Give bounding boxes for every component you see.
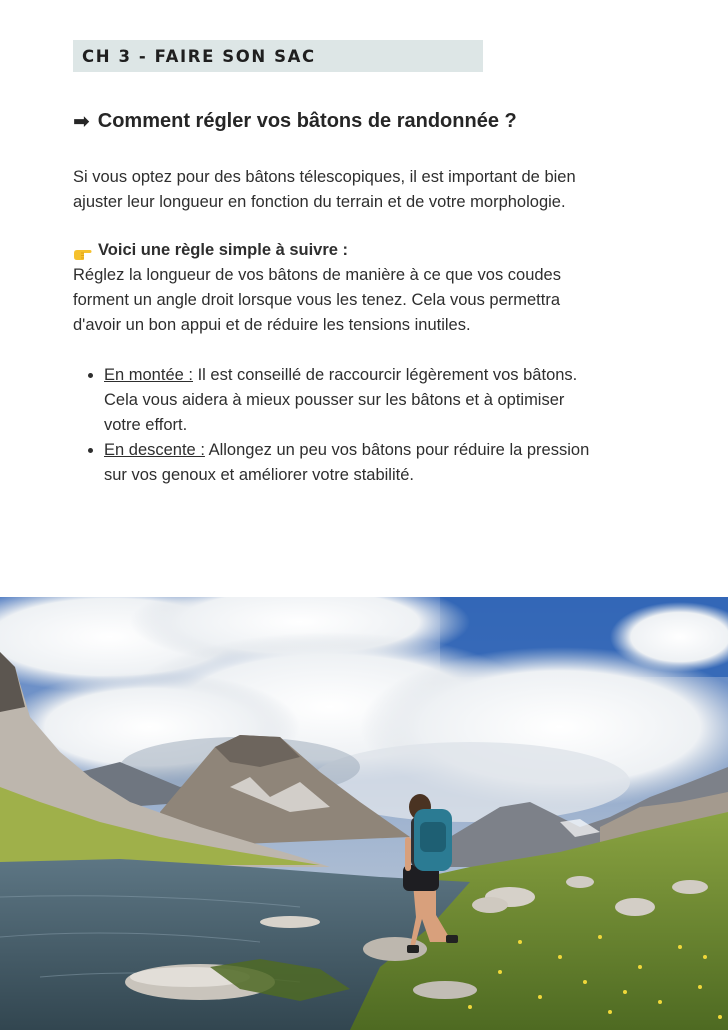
tip-text: Cela vous aidera à mieux pousser sur les bâtons et à optimiser bbox=[104, 391, 565, 409]
list-item bbox=[104, 363, 679, 438]
rule-line: d'avoir un bon appui et de réduire les tensions inutiles. bbox=[73, 316, 471, 334]
intro-line: Si vous optez pour des bâtons télescopiques, il est important de bien bbox=[73, 168, 576, 186]
tip-label: En descente : bbox=[104, 441, 205, 459]
rule-line: forment un angle droit lorsque vous les tenez. Cela vous permettra bbox=[73, 291, 561, 309]
rule-heading bbox=[73, 238, 663, 263]
list-item bbox=[104, 438, 679, 488]
tip-label: En montée : bbox=[104, 366, 193, 384]
section-heading bbox=[73, 109, 673, 133]
tip-text: Allongez un peu vos bâtons pour réduire la pression bbox=[204, 441, 590, 459]
tips-list bbox=[88, 363, 679, 488]
intro-line: ajuster leur longueur en fonction du terrain et de votre morphologie. bbox=[73, 193, 566, 211]
rule-line: Réglez la longueur de vos bâtons de manière à ce que vos coudes bbox=[73, 266, 561, 284]
pointing-hand-icon bbox=[73, 244, 92, 258]
section-title: Comment régler vos bâtons de randonnée ? bbox=[97, 109, 517, 132]
tip-text: sur vos genoux et améliorer votre stabilité. bbox=[104, 466, 414, 484]
chapter-header bbox=[73, 40, 483, 72]
intro-paragraph bbox=[73, 165, 663, 215]
rule-paragraph bbox=[73, 263, 663, 338]
mountain-lake-hiker-photo bbox=[0, 597, 728, 1030]
right-arrow-icon: ➡ bbox=[73, 109, 90, 133]
tip-text: Il est conseillé de raccourcir légèrement vos bâtons. bbox=[192, 366, 578, 384]
rule-title: Voici une règle simple à suivre : bbox=[98, 241, 349, 259]
chapter-title: CH 3 - FAIRE SON SAC bbox=[82, 46, 316, 66]
tip-text: votre effort. bbox=[104, 416, 188, 434]
